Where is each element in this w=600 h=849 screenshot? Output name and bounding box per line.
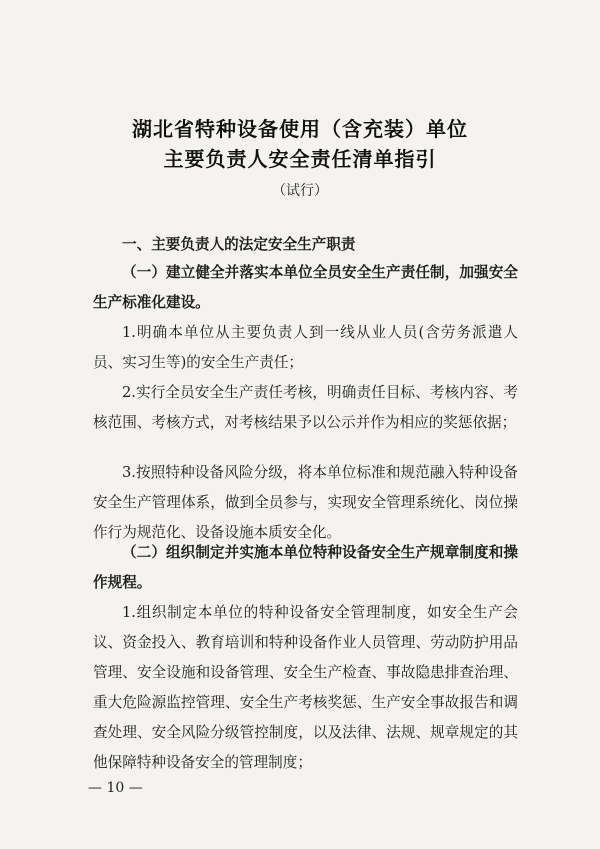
document-title-line-2: 主要负责人安全责任清单指引	[163, 147, 437, 171]
document-title-line-1: 湖北省特种设备使用（含充装）单位	[132, 117, 468, 141]
document-subtitle: （试行）	[272, 183, 328, 199]
paragraph-6: 1.组织制定本单位的特种设备安全管理制度，如安全生产会议、资金投入、教育培训和特种设备作业人员管理、劳动防护用品管理、安全设施和设备管理、安全生产检查、事故隐患排查治理、重大危险源监控管理、安全生产考核奖惩、生产安全事故报告和调查处理、安全风险分级管控制度，以及法律、法规、规章规定的其他保障特种设备安全的管理制度；	[93, 604, 518, 771]
page-number: — 10 —	[88, 780, 143, 796]
section-heading-1: 一、主要负责人的法定安全生产职责	[122, 236, 356, 253]
paragraph-3: 2.实行全员安全生产责任考核，明确责任目标、考核内容、考核范围、考核方式，对考核结果予以公示并作为相应的奖惩依据；	[93, 384, 518, 431]
paragraph-4: 3.按照特种设备风险分级，将本单位标准和规范融入特种设备安全生产管理体系，做到全员参与，实现安全管理系统化、岗位操作行为规范化、设备设施本质安全化。	[93, 464, 518, 541]
paragraph-1: （一）建立健全并落实本单位全员安全生产责任制，加强安全生产标准化建设。	[93, 264, 518, 311]
paragraph-5: （二）组织制定并实施本单位特种设备安全生产规章制度和操作规程。	[93, 544, 518, 591]
paragraph-2: 1.明确本单位从主要负责人到一线从业人员(含劳务派遣人员、实习生等)的安全生产责任；	[93, 324, 518, 371]
